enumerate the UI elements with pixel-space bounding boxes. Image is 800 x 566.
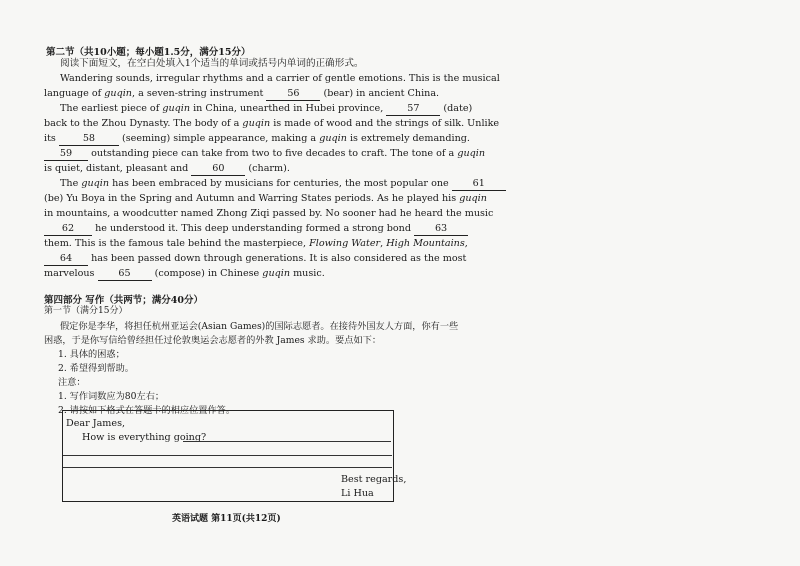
writing-line[interactable]	[183, 441, 391, 442]
note-item: 1. 写作词数应为80左右；	[58, 391, 165, 402]
page-footer: 英语试题 第11页(共12页)	[172, 514, 281, 524]
passage-line: (be) Yu Boya in the Spring and Autumn and Warring States periods. As he played his guqin	[44, 193, 487, 204]
task-point: 2. 希望得到帮助。	[58, 363, 134, 374]
blank-62[interactable]: 62	[44, 222, 92, 236]
letter-signature: Li Hua	[341, 488, 374, 499]
task-line: 困惑，于是你写信给曾经担任过伦敦奥运会志愿者的外教 James 求助。要点如下：	[44, 335, 382, 346]
passage-line: back to the Zhou Dynasty. The body of a guqin is made of wood and the strings of silk. Unlike	[44, 118, 500, 129]
blank-63[interactable]: 63	[414, 222, 468, 236]
instruction: 阅读下面短文，在空白处填入1个适当的单词或括号内单词的正确形式。	[60, 58, 364, 69]
passage-line: marvelous 65 (compose) in Chinese guqin music.	[44, 268, 325, 279]
note-label: 注意：	[58, 377, 86, 388]
note-item: 2. 请按如下格式在答题卡的相应位置作答。	[58, 405, 236, 416]
blank-65[interactable]: 65	[98, 267, 152, 281]
passage-line: The guqin has been embraced by musicians for centuries, the most popular one 61	[60, 177, 506, 191]
task-line: 假定你是李华，将担任杭州亚运会(Asian Games)的国际志愿者。在接待外国友人方面，你有一些	[60, 321, 459, 332]
passage-line: 59 outstanding piece can take from two to five decades to craft. The tone of a guqin	[44, 147, 485, 161]
passage-line: its 58 (seeming) simple appearance, making a guqin is extremely demanding.	[44, 133, 470, 144]
section-header: 第二节（共10小题；每小题1.5分，满分15分）	[46, 47, 251, 58]
passage-line: 64 has been passed down through generations. It is also considered as the most	[44, 252, 466, 266]
letter-greeting: Dear James,	[66, 418, 126, 429]
part4-header: 第四部分 写作（共两节；满分40分）	[44, 295, 204, 306]
blank-60[interactable]: 60	[191, 162, 245, 176]
passage-line: language of guqin, a seven-string instrument 56 (bear) in ancient China.	[44, 88, 440, 99]
letter-opening: How is everything going?	[82, 432, 207, 443]
writing-line[interactable]	[63, 455, 392, 456]
passage-line: in mountains, a woodcutter named Zhong Ziqi passed by. No sooner had he heard the music	[44, 208, 494, 219]
blank-61[interactable]: 61	[452, 177, 506, 191]
passage-line: The earliest piece of guqin in China, unearthed in Hubei province, 57 (date)	[60, 103, 473, 114]
blank-64[interactable]: 64	[44, 252, 88, 266]
passage-line: them. This is the famous tale behind the masterpiece, Flowing Water, High Mountains,	[44, 238, 468, 249]
passage-line: 62 he understood it. This deep understanding formed a strong bond 63	[44, 222, 468, 236]
task-point: 1. 具体的困惑；	[58, 349, 125, 360]
blank-56[interactable]: 56	[266, 87, 320, 101]
passage-line: Wandering sounds, irregular rhythms and a carrier of gentle emotions. This is the musical	[60, 73, 500, 84]
blank-58[interactable]: 58	[59, 132, 119, 146]
part4-sub: 第一节（满分15分）	[44, 306, 128, 316]
blank-59[interactable]: 59	[44, 147, 88, 161]
passage-line: is quiet, distant, pleasant and 60 (charm).	[44, 163, 290, 174]
writing-line[interactable]	[63, 467, 392, 468]
letter-closing: Best regards,	[341, 474, 407, 485]
blank-57[interactable]: 57	[386, 102, 440, 116]
